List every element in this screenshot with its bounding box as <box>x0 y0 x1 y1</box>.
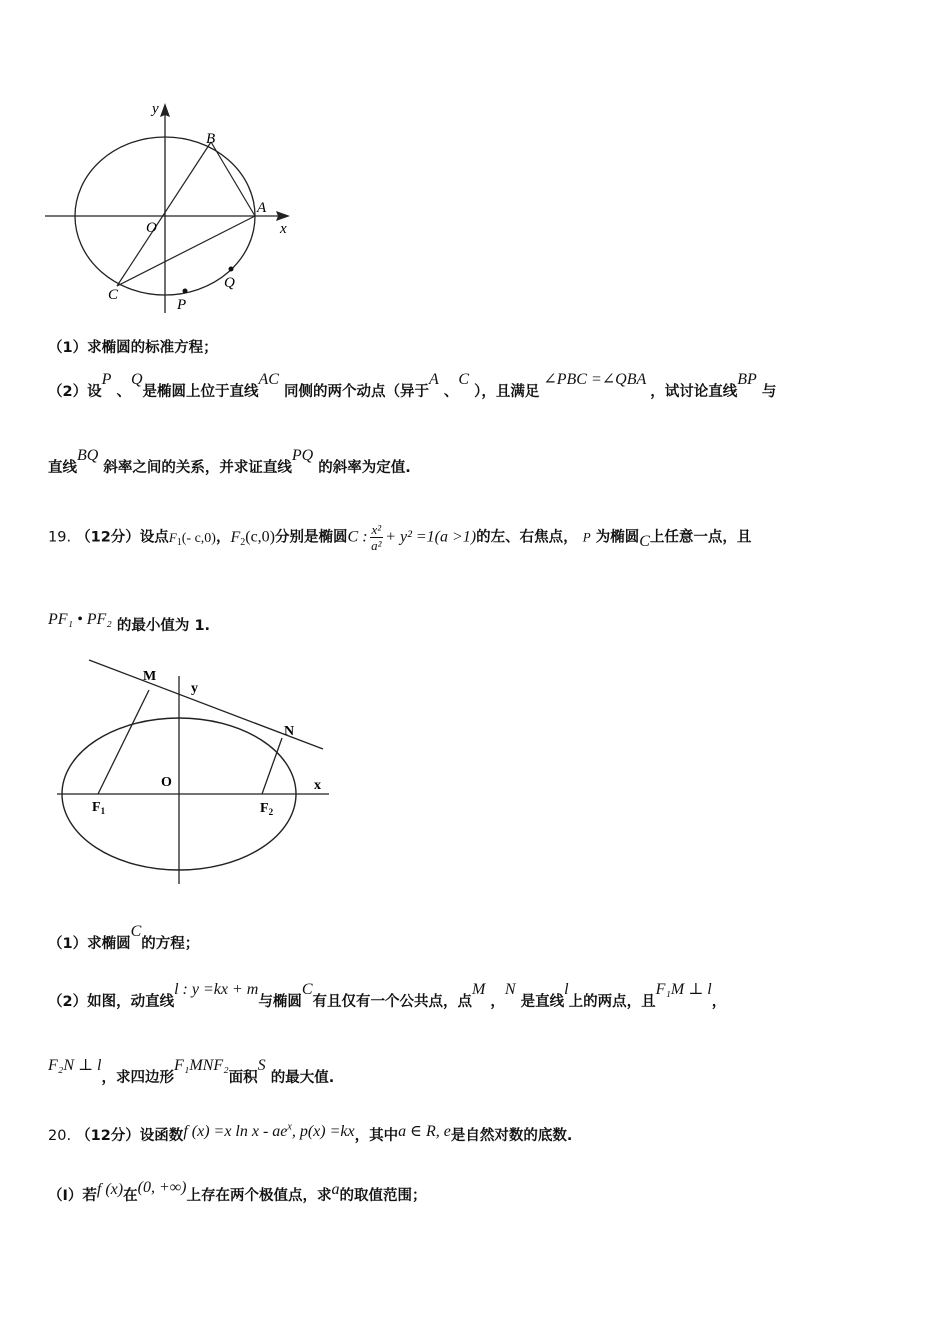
label-F2: $F_2$ <box>260 801 274 817</box>
q19-stem-line1: 19. （12分）设点$F_1(-$ c,0)，$F_2(c,0)$分别是椭圆C : $\frac{\text{x²}}{\text{a²}}$ + y² =1(a >1)的左、右焦点， P 为椭圆C上任意一点，且 <box>48 522 752 553</box>
point-Q <box>229 267 234 272</box>
label-N: N <box>284 724 295 739</box>
q20-stem: 20. （12分）设函数f (x) =x ln x - $ae^x$, p(x) =kx，其中a ∈ R, e是自然对数的底数. <box>48 1121 573 1144</box>
segment-F1M <box>98 690 149 794</box>
q19-part2-line2: F₂N ⊥ l，求四边形F₁MNF₂面积S 的最大值. <box>48 1057 335 1086</box>
label-O: O <box>146 220 157 236</box>
x-axis-arrow-1 <box>276 211 290 221</box>
figure-ellipse-tangent <box>45 652 340 892</box>
label-y-2: y <box>191 681 198 696</box>
segment-F2N <box>262 738 282 794</box>
q20-number: 20. <box>48 1128 72 1144</box>
label-P: P <box>177 297 187 313</box>
label-O-2: O <box>161 775 172 790</box>
q19-number: 19. <box>48 529 72 546</box>
q20-part1: （Ⅰ）若f (x)在(0, +∞)上存在两个极值点，求a的取值范围； <box>48 1179 427 1204</box>
figure-ellipse-abc <box>40 95 310 320</box>
label-Q: Q <box>224 275 235 291</box>
label-C: C <box>108 287 119 303</box>
q19-stem-line2: PF₁ • PF₂ 的最小值为 1. <box>48 611 211 634</box>
q19-part1: （1）求椭圆C的方程； <box>48 923 200 952</box>
label-y: y <box>152 101 159 117</box>
q18-part2-line2: 直线BQ 斜率之间的关系，并求证直线PQ 的斜率为定值. <box>48 447 411 476</box>
y-axis-arrow-1 <box>160 103 170 117</box>
q18-part2-line1: （2）设P 、Q是椭圆上位于直线AC 同侧的两个动点（异于A 、C ），且满足∠PBC =∠QBA，试讨论直线BP 与 <box>48 371 777 400</box>
segment-CB <box>117 142 211 286</box>
label-x: x <box>280 221 287 237</box>
label-M: M <box>143 669 157 684</box>
label-x-2: x <box>314 778 321 793</box>
label-A: A <box>257 200 267 216</box>
q19-part2-line1: （2）如图，动直线l : y =kx + m与椭圆C有且仅有一个公共点，点M ，N 是直线l上的两点，且F₁M ⊥ l， <box>48 981 727 1010</box>
label-F1: $F_1$ <box>92 800 106 816</box>
segment-BA <box>211 142 255 216</box>
label-B: B <box>206 131 216 147</box>
point-P <box>183 289 188 294</box>
q18-part1: （1）求椭圆的标准方程； <box>48 340 218 356</box>
